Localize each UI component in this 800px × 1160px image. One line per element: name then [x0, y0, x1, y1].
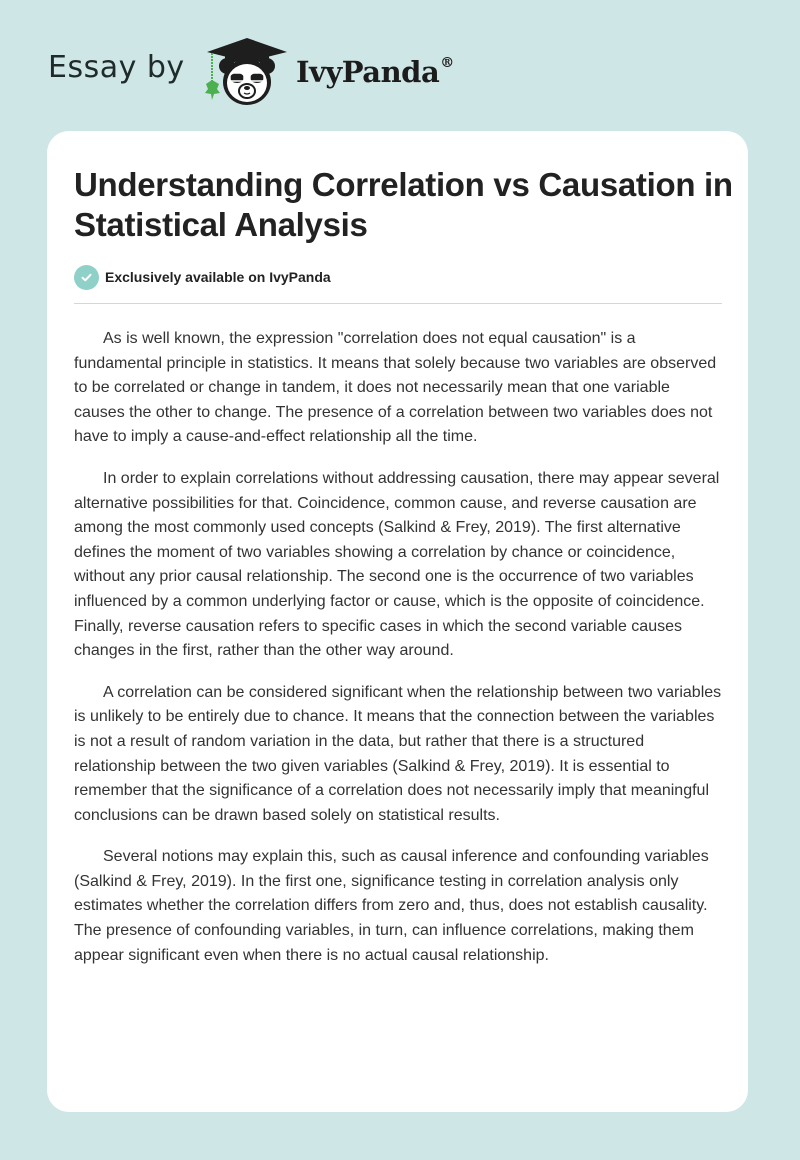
- essay-card: [47, 131, 748, 1112]
- paragraph: A correlation can be considered significant when the relationship between two variables is unlikely to be entirely due to chance. It means that the connection between the variables is not a result of random variation in the data, but rather that there is a structured relationship between the two given variables (Salkind & Frey, 2019). It is essential to remember that the significance of a correlation does not necessarily imply that meaningful conclusions can be drawn based solely on statistical results.: [74, 683, 722, 824]
- essay-body: [74, 327, 724, 985]
- brand-name: IvyPanda: [296, 55, 440, 89]
- paragraph: As is well known, the expression "correlation does not equal causation" is a fundamental principle in statistics. It means that solely because two variables are observed to be correlated or change in tandem, it does not necessarily mean that one variable causes the other to change. The presence of a correlation between two variables does not have to imply a cause-and-effect relationship all the time.: [74, 330, 717, 446]
- panda-graduation-cap-icon[interactable]: [203, 36, 291, 108]
- divider: [74, 303, 722, 304]
- exclusive-badge: [74, 264, 331, 290]
- page-title: Understanding Correlation vs Causation in Statistical Analysis: [74, 166, 733, 243]
- paragraph: In order to explain correlations without addressing causation, there may appear several alternative possibilities for that. Coincidence, common cause, and reverse causation are among the most commonly used concepts (Salkind & Frey, 2019). The first alternative defines the moment of two variables showing a correlation by chance or coincidence, without any prior causal relationship. The second one is the occurrence of two variables influenced by a common underlying factor or cause, which is the opposite of coincidence. Finally, reverse causation refers to specific cases in which the second variable causes changes in the first, rather than the other way around.: [74, 469, 720, 660]
- check-circle-icon: [74, 265, 99, 290]
- essay-by-label: Essay by: [48, 50, 185, 85]
- registered-mark: ®: [440, 55, 454, 72]
- site-header: [0, 0, 800, 130]
- paragraph: Several notions may explain this, such as causal inference and confounding variables (Salkind & Frey, 2019). In the first one, significance testing in correlation analysis only estimates whether the correlation differs from zero and, thus, does not establish causality. The presence of confounding variables, in turn, can influence correlations, making them appear significant even when there is no actual causal relationship.: [74, 848, 709, 964]
- badge-text: Exclusively available on IvyPanda: [105, 269, 331, 285]
- brand-logo-text[interactable]: [296, 55, 454, 89]
